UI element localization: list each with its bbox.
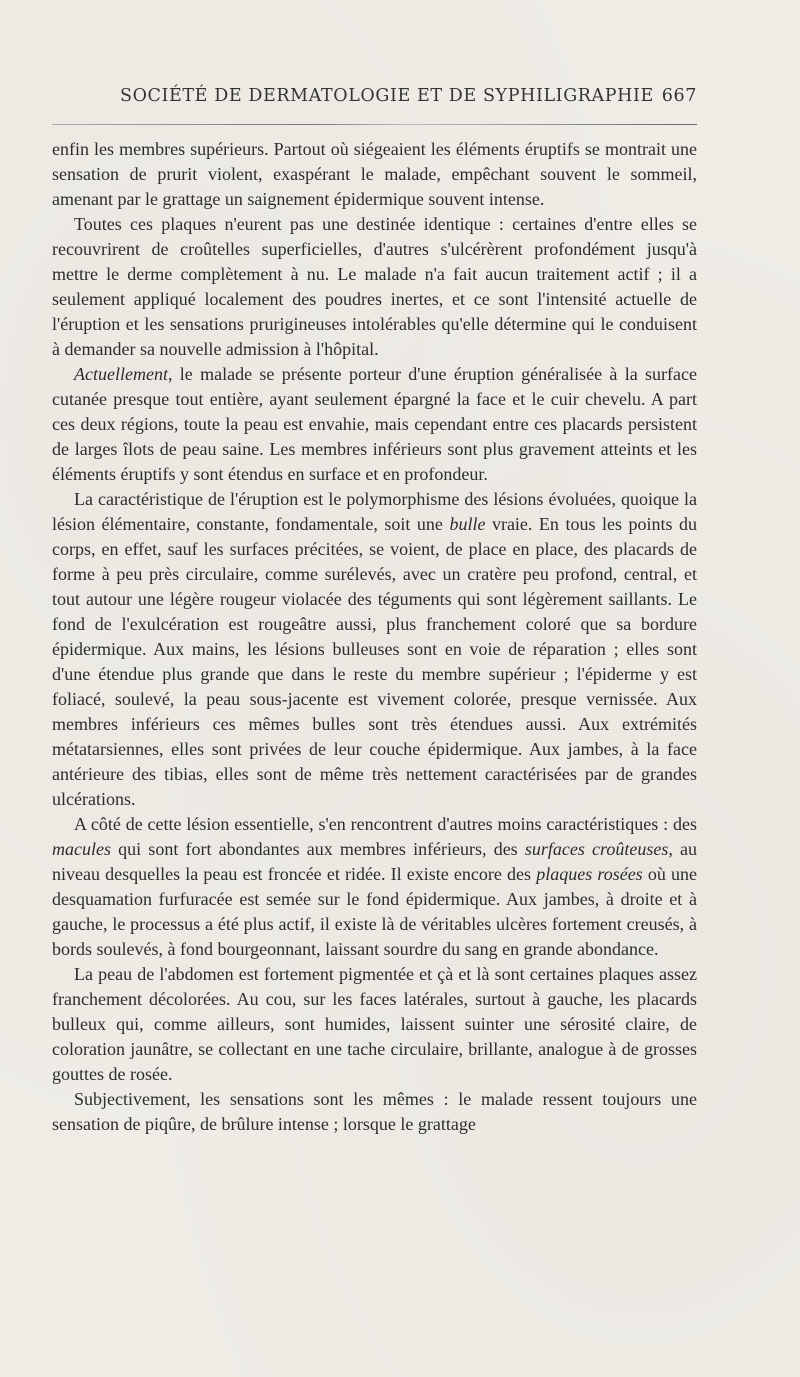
paragraph-2 [52,212,697,362]
paragraph-3 [52,362,697,487]
paragraph-6-text: La peau de l'abdomen est fortement pigmentée et çà et là sont certaines plaques assez franchement décolorées. Au cou, sur les faces latérales, surtout à gauche, les placards bulleux qui, comme ailleurs, sont humides, laissent suinter une sérosité claire, de coloration jaunâtre, se collectant en une tache circulaire, brillante, analogue à de grosses gouttes de rosée. [52,964,697,1084]
document-page [52,86,697,1137]
paragraph-5-seg4: où une desquamation furfuracée est semée sur le fond épidermique. Aux jambes, à droite et à gauche, le processus a été plus actif, il existe là de véritables ulcères fortement creusés, à bords soulevés, à fond bourgeonnant, laissant sourdre du sang en grande abondance. [52,864,697,959]
paragraph-3-lead-italic: Actuellement [74,364,168,384]
paragraph-5-italic-2: surfaces croûteuses [524,839,669,859]
paragraph-5 [52,812,697,962]
page-number: 667 [661,86,697,106]
paragraph-7-text: Subjectivement, les sensations sont les mêmes : le malade ressent toujours une sensation de piqûre, de brûlure intense ; lorsque le grattage [52,1089,697,1134]
running-header [52,86,697,116]
paragraph-5-seg1: A côté de cette lésion essentielle, s'en rencontrent d'autres moins caractéristiques : des [74,814,697,834]
paragraph-6 [52,962,697,1087]
paragraph-5-seg3: , au niveau desquelles la peau est froncée et ridée. Il existe encore des [52,839,697,884]
paragraph-4-italic: bulle [449,514,486,534]
paragraph-5-seg2: qui sont fort abondantes aux membres inférieurs, des [110,839,525,859]
paragraph-4 [52,487,697,812]
paragraph-7 [52,1087,697,1137]
header-title: SOCIÉTÉ DE DERMATOLOGIE ET DE SYPHILIGRAPHIE [120,86,654,106]
body-text [52,137,697,1137]
paragraph-5-italic-1: macules [52,839,111,859]
paragraph-5-italic-3: plaques rosées [536,864,643,884]
paragraph-1 [52,137,697,212]
paragraph-1-text: enfin les membres supérieurs. Partout où siégeaient les éléments éruptifs se montrait une sensation de prurit violent, exaspérant le malade, empêchant souvent le sommeil, amenant par le grattage un saignement épidermique souvent intense. [52,139,697,209]
paragraph-4-text-before: La caractéristique de l'éruption est le polymorphisme des lésions évoluées, quoique la lésion élémentaire, constante, fondamentale, soit une [52,489,697,534]
paragraph-3-text: , le malade se présente porteur d'une éruption généralisée à la surface cutanée presque tout entière, ayant seulement épargné la face et le cuir chevelu. A part ces deux régions, toute la peau est envahie, mais cependant entre ces placards persistent de larges îlots de peau saine. Les membres inférieurs sont plus gravement atteints et les éléments éruptifs y sont étendus en surface et en profondeur. [52,364,697,484]
paragraph-2-text: Toutes ces plaques n'eurent pas une destinée identique : certaines d'entre elles se recouvrirent de croûtelles superficielles, d'autres s'ulcérèrent profondément jusqu'à mettre le derme complètement à nu. Le malade n'a fait aucun traitement actif ; il a seulement appliqué localement des poudres inertes, et ce sont l'intensité actuelle de l'éruption et les sensations prurigineuses intolérables qu'elle détermine qui le conduisent à demander sa nouvelle admission à l'hôpital. [52,214,697,359]
paragraph-4-text-after: vraie. En tous les points du corps, en effet, sauf les surfaces précitées, se voient, de place en place, des placards de forme à peu près circulaire, comme surélevés, avec un cratère peu profond, central, et tout autour une légère rougeur violacée des téguments qui sont légèrement saillants. Le fond de l'exulcération est rougeâtre aussi, plus franchement coloré que sa bordure épidermique. Aux mains, les lésions bulleuses sont en voie de réparation ; elles sont d'une étendue plus grande que dans le reste du membre supérieur ; l'épiderme y est foliacé, soulevé, la peau sous-jacente est vivement colorée, presque vernissée. Aux membres inférieurs ces mêmes bulles sont très étendues aussi. Aux extrémités métatarsiennes, elles sont privées de leur couche épidermique. Aux jambes, à la face antérieure des tibias, elles sont de même très nettement caractérisées par de grandes ulcérations. [52,514,697,809]
header-rule [52,124,697,125]
